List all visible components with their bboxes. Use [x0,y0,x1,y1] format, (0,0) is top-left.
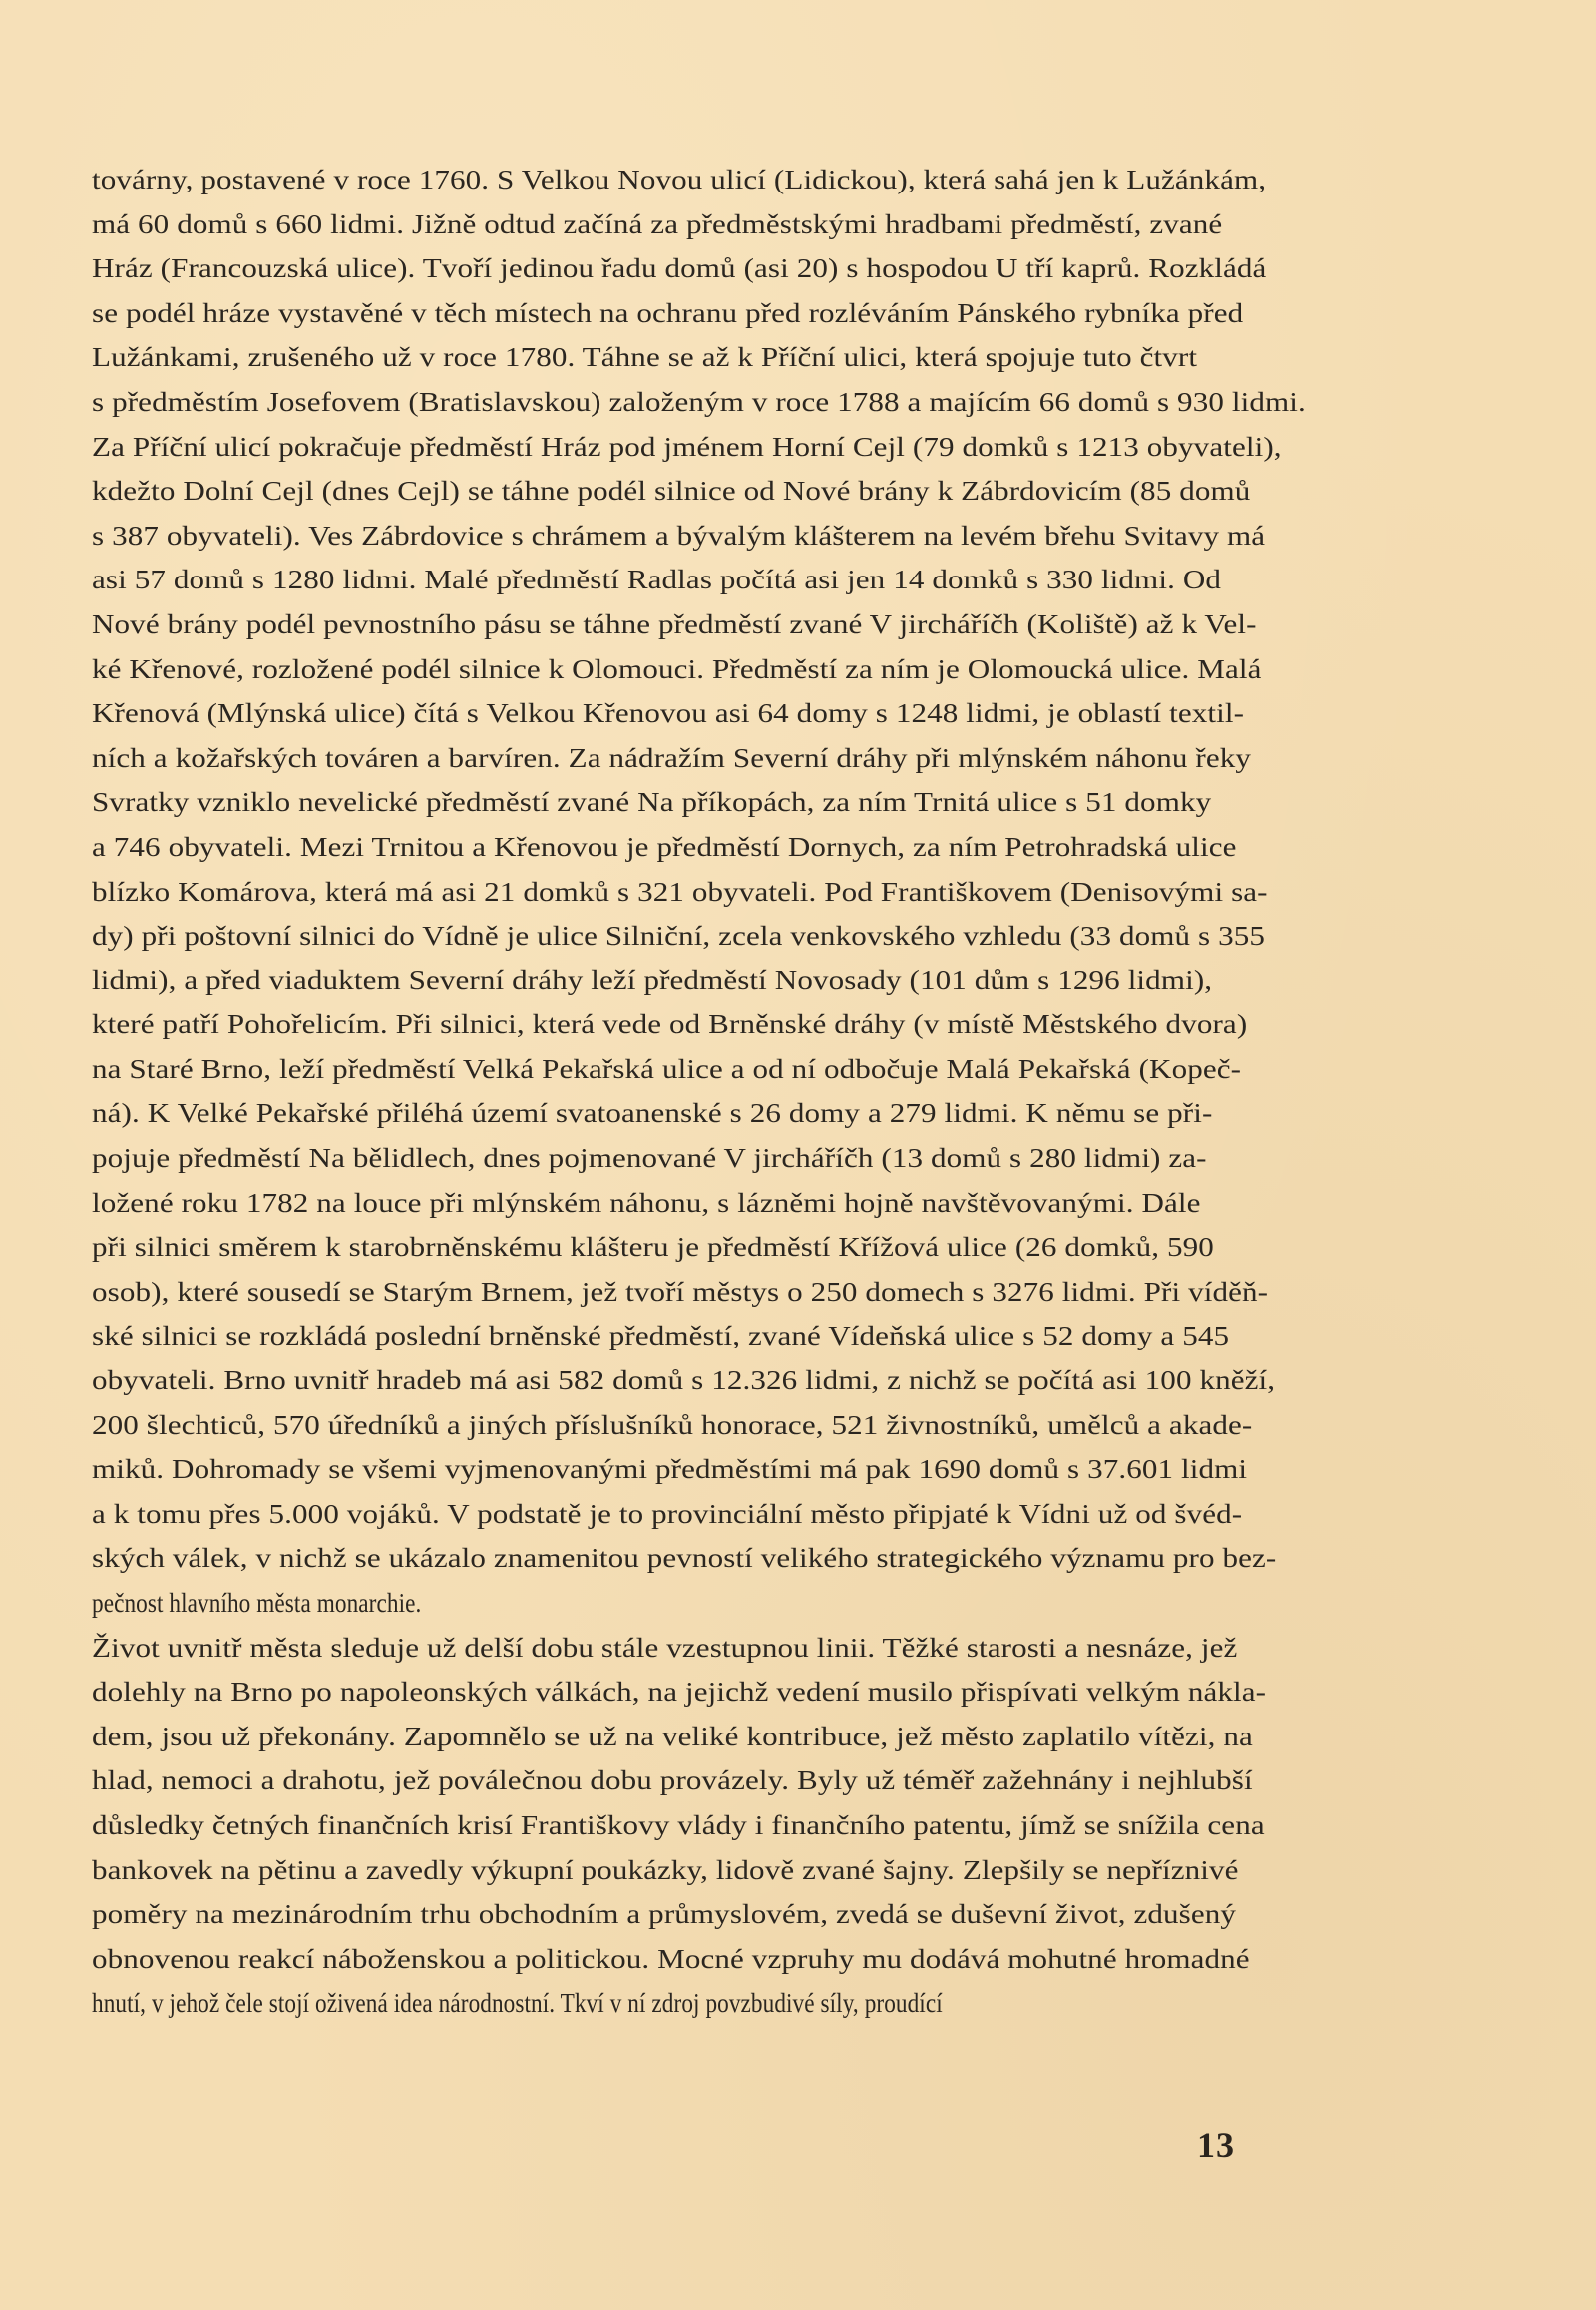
text-line: miků. Dohromady se všemi vyjmenovanými předměstími má pak 1690 domů s 37.601 lidmi [92,1454,1248,1485]
text-line: Svratky vzniklo nevelické předměstí zvané Na příkopách, za ním Trnitá ulice s 51 domky [92,787,1212,818]
text-line: dy) při poštovní silnici do Vídně je ulice Silniční, zcela venkovského vzhledu (33 domů s 355 [92,921,1266,952]
text-line: bankovek na pětinu a zavedly výkupní poukázky, lidově zvané šajny. Zlepšily se nepříznivé [92,1854,1239,1885]
text-line: blízko Komárova, která má asi 21 domků s 321 obyvateli. Pod Františkovem (Denisovými sa- [92,876,1268,907]
text-line: ské silnici se rozkládá poslední brněnské předměstí, zvané Vídeňská ulice s 52 domy a 545 [92,1321,1230,1351]
text-line: poměry na mezinárodním trhu obchodním a průmyslovém, zvedá se duševní život, zdušený [92,1899,1237,1930]
text-line: hlad, nemoci a drahotu, jež poválečnou dobu provázely. Byly už téměř zažehnány i nejhlubší [92,1765,1253,1796]
text-line: a k tomu přes 5.000 vojáků. V podstatě je to provinciální město připjaté k Vídni už od švéd- [92,1498,1243,1529]
text-line: asi 57 domů s 1280 lidmi. Malé předměstí Radlas počítá asi jen 14 domků s 330 lidmi. Od [92,565,1222,595]
text-line: pojuje předměstí Na bělidlech, dnes pojmenované V jircháříčh (13 domů s 280 lidmi) za- [92,1143,1207,1174]
page-number: 13 [1197,2125,1235,2165]
text-line: osob), které sousedí se Starým Brnem, jež tvoří městys o 250 domech s 3276 lidmi. Při víděň- [92,1276,1269,1307]
text-line: důsledky četných finančních krisí Františkovy vlády i finančního patentu, jímž se snížila cena [92,1809,1265,1840]
text-line: při silnici směrem k starobrněnskému klášteru je předměstí Křížová ulice (26 domků, 590 [92,1232,1214,1263]
text-line: s 387 obyvateli). Ves Zábrdovice s chrámem a bývalým klášterem na levém břehu Svitavy má [92,520,1266,551]
text-line: Hráz (Francouzská ulice). Tvoří jedinou řadu domů (asi 20) s hospodou U tří kaprů. Rozkládá [92,253,1267,284]
text-line: které patří Pohořelicím. Při silnici, která vede od Brněnské dráhy (v místě Městského dvora) [92,1009,1248,1040]
text-line: má 60 domů s 660 lidmi. Jižně odtud začíná za předměstskými hradbami předměstí, zvané [92,208,1223,239]
text-line: Život uvnitř města sleduje už delší dobu stále vzestupnou linii. Těžké starosti a nesnáze, jež [92,1632,1238,1663]
body-text [92,158,1406,2026]
text-line: a 746 obyvateli. Mezi Trnitou a Křenovou je předměstí Dornych, za ním Petrohradská ulice [92,831,1237,862]
text-line: továrny, postavené v roce 1760. S Velkou Novou ulicí (Lidickou), která sahá jen k Lužánkám, [92,165,1267,194]
text-line: Nové brány podél pevnostního pásu se táhne předměstí zvané V jircháříčh (Koliště) až k Vel- [92,608,1257,639]
paragraph [92,1626,1406,2026]
text-line: Za Příční ulicí pokračuje předměstí Hráz pod jménem Horní Cejl (79 domků s 1213 obyvateli), [92,431,1282,462]
text-line: Lužánkami, zrušeného už v roce 1780. Táhne se až k Příční ulici, která spojuje tuto čtvrt [92,342,1198,373]
text-line: obnovenou reakcí náboženskou a politickou. Mocné vzpruhy mu dodává mohutné hromadné [92,1943,1250,1974]
text-line: pečnost hlavního města monarchie. [92,1588,422,1618]
text-line: 200 šlechticů, 570 úředníků a jiných příslušníků honorace, 521 živnostníků, umělců a akade- [92,1409,1253,1440]
text-line: kdežto Dolní Cejl (dnes Cejl) se táhne podél silnice od Nové brány k Zábrdovicím (85 domů [92,476,1251,507]
text-line: se podél hráze vystavěné v těch místech na ochranu před rozléváním Pánského rybníka před [92,297,1244,328]
text-line: dolehly na Brno po napoleonských válkách, na jejichž vedení musilo přispívati velkým nákla- [92,1677,1267,1708]
text-line: dem, jsou už překonány. Zapomnělo se už na veliké kontribuce, jež město zaplatilo vítězi, na [92,1721,1253,1751]
text-line: ložené roku 1782 na louce při mlýnském náhonu, s lázněmi hojně navštěvovanými. Dále [92,1187,1201,1218]
text-line: hnutí, v jehož čele stojí oživená idea národnostní. Tkví v ní zdroj povzbudivé síly, proudící [92,1988,943,2019]
text-line: ních a kožařských továren a barvíren. Za nádražím Severní dráhy při mlýnském náhonu řeky [92,742,1252,773]
text-line: Křenová (Mlýnská ulice) čítá s Velkou Křenovou asi 64 domy s 1248 lidmi, je oblastí textil- [92,698,1245,729]
text-line: obyvateli. Brno uvnitř hradeb má asi 582 domů s 12.326 lidmi, z nichž se počítá asi 100 kněží, [92,1365,1276,1396]
text-line: na Staré Brno, leží předměstí Velká Pekařská ulice a od ní odbočuje Malá Pekařská (Kopeč- [92,1053,1242,1084]
text-line: s předměstím Josefovem (Bratislavskou) založeným v roce 1788 a majícím 66 domů s 930 lidmi. [92,386,1306,417]
text-line: ké Křenové, rozložené podél silnice k Olomouci. Předměstí za ním je Olomoucká ulice. Malá [92,653,1262,684]
text-line: ná). K Velké Pekařské přiléhá území svatoanenské s 26 domy a 279 lidmi. K němu se při- [92,1098,1213,1129]
text-line: ských válek, v nichž se ukázalo znamenitou pevností velikého strategického významu pro bez- [92,1543,1277,1574]
text-line: lidmi), a před viaduktem Severní dráhy leží předměstí Novosady (101 dům s 1296 lidmi), [92,964,1213,995]
paragraph [92,158,1406,1626]
